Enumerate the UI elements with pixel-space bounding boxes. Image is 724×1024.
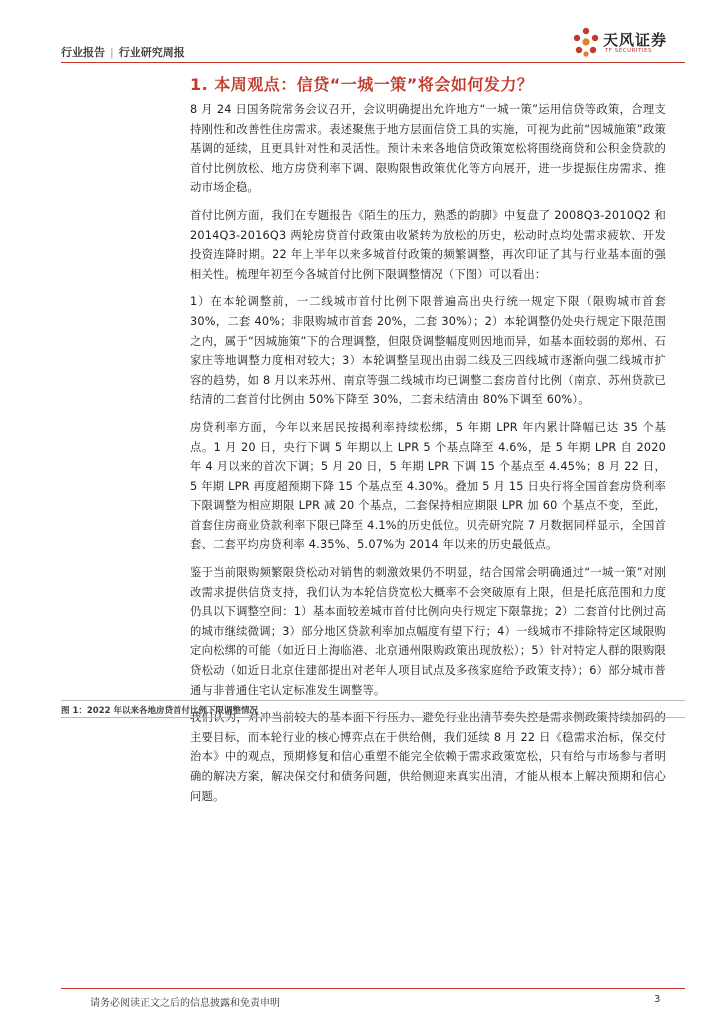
section-title: 1. 本周观点：信贷“一城一策”将会如何发力？ bbox=[190, 75, 534, 94]
paragraph-mortgage-rate: 房贷利率方面，今年以来居民按揭利率持续松绑，5 年期 LPR 年内累计降幅已达 35 个基点。1 月 20 日，央行下调 5 年期以上 LPR 5 个基点降至 4.6%，是 5 年期 LPR 自 2020 年 4 月以来的首次下调；5 月 20 日，5 年期 LPR 下调 15 个基点至 4.45%；8 月 22 日，5 年期 LPR 再度超预期下降 15 个基点至 4.30%。叠加 5 月 15 日央行将全国首套房贷利率下限调整为相应期限 LPR 减 20 个基点，二套保持相应期限 LPR 加 60 个基点不变，至此，首套住房商业贷款利率下限已降至 4.1%的历史低位。贝壳研究院 7 月数据同样显示，全国首套、二套平均房贷利率 4.35%、5.07%为 2014 年以来的历史最低点。 bbox=[190, 420, 666, 552]
brand-name-en: TF SECURITIES bbox=[605, 48, 652, 54]
header-divider bbox=[61, 62, 685, 63]
tf-logo-icon bbox=[571, 26, 601, 58]
report-type: 行业报告 bbox=[61, 46, 105, 59]
paragraph-down-payment: 首付比例方面，我们在专题报告《陌生的压力，熟悉的韵脚》中复盘了 2008Q3-2010Q2 和 2014Q3-2016Q3 两轮房贷首付政策由收紧转为放松的历史，松动时点均处需求疲软、开发投资连降时期。22 年上半年以来多城首付政策的频繁调整，再次印证了其与行业基本面的强相关性。梳理年初至今各城首付比例下限调整情况（下图）可以看出： bbox=[190, 208, 666, 281]
page-header bbox=[0, 0, 724, 66]
brand-name: 天风证券 bbox=[603, 31, 668, 49]
footer-divider bbox=[61, 988, 685, 989]
main-content bbox=[190, 100, 666, 814]
figure-divider bbox=[61, 717, 685, 718]
paragraph-intro: 8 月 24 日国务院常务会议召开，会议明确提出允许地方“一城一策”运用信贷等政策，合理支持刚性和改善性住房需求。表述聚焦于地方层面信贷工具的实施，可视为此前“因城施策”政策基调的延续，且更具针对性和灵活性。预计未来各地信贷政策宽松将围绕商贷和公积金贷款的首付比例放松、地方房贷利率下调、限购限售政策优化等方向展开，进一步提振住房需求、推动市场企稳。 bbox=[190, 103, 666, 195]
page-number: 3 bbox=[654, 994, 661, 1005]
figure-divider-top bbox=[61, 700, 685, 701]
breadcrumb bbox=[61, 44, 185, 60]
paragraph-down-payment-findings: 1）在本轮调整前，一二线城市首付比例下限普遍高出央行统一规定下限（限购城市首套 30%，二套 40%；非限购城市首套 20%，二套 30%）；2）本轮调整仍处央行规定下限范围之内，属于“因城施策”下的合理调整，但限贷调整幅度则因地而异，如基本面较弱的郑州、石家庄等地调整力度相对较大；3）本轮调整呈现出由弱二线及三四线城市逐渐向强二线城市扩容的趋势，如 8 月以来苏州、南京等强二线城市均已调整二套房首付比例（南京、苏州贷款已结清的二套首付比例由 50%下降至 30%，二套未结清由 80%下调至 60%）。 bbox=[190, 295, 666, 407]
breadcrumb-separator: | bbox=[110, 46, 114, 59]
disclaimer-note: 请务必阅读正文之后的信息披露和免责申明 bbox=[90, 998, 280, 1009]
figure-title: 图 1：2022 年以来各地房贷首付比例下限调整情况 bbox=[61, 706, 258, 716]
paragraph-conclusion: 主要目标，而本轮行业的核心博弈点在于供给侧，我们延续 8 月 22 日《稳需求治标，保交付治本》中的观点，预期修复和信心重塑不能完全依赖于需求政策宽松，只有给与市场参与者明确的解决方案，解决保交付和债务问题，供给侧迎来真实出清，才能从根本上解决预期和信心问题。 bbox=[190, 730, 666, 803]
report-subtype: 行业研究周报 bbox=[118, 46, 185, 59]
paragraph-policy-outlook: 鉴于当前限购频繁限贷松动对销售的刺激效果仍不明显，结合国常会明确通过“一城一策”对刚改需求提供信贷支持，我们认为本轮信贷宽松大概率不会突破原有上限，但是托底范围和力度仍具以下调整空间：1）基本面较差城市首付比例向央行规定下限靠拢；2）二套首付比例过高的城市继续微调；3）部分地区贷款利率加点幅度有望下行；4）一线城市不排除特定区域限购定向松绑的可能（如近日上海临港、北京通州限购政策出现放松）；5）针对特定人群的限购限贷松动（如近日北京住建部提出对老年人项目试点及多孩家庭给予政策支持）；6）部分城市普通与非普通住宅认定标准发生调整等。 bbox=[190, 566, 666, 697]
brand-logo bbox=[571, 26, 681, 60]
